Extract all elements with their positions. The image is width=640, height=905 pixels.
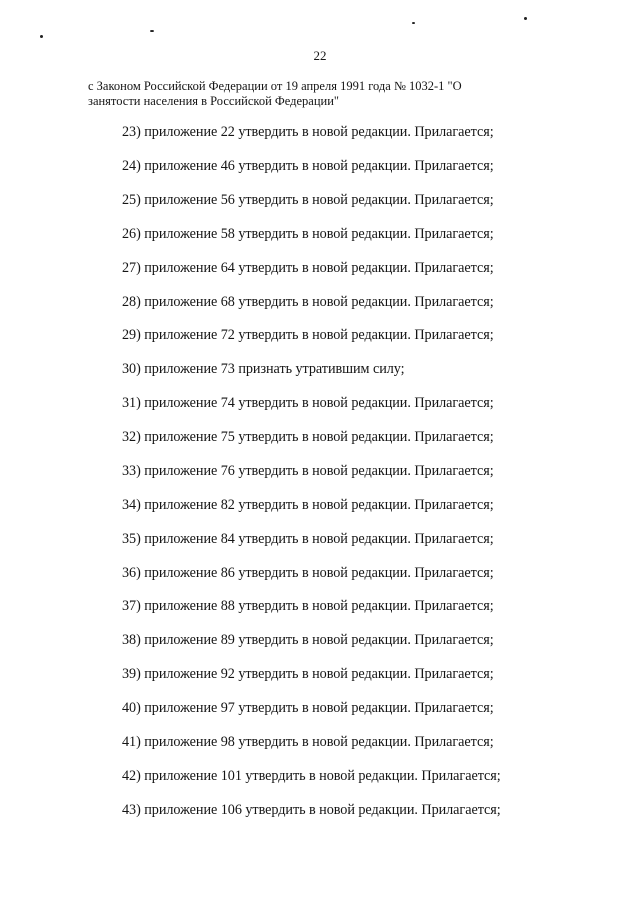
- list-item: 26) приложение 58 утвердить в новой редакции. Прилагается;: [122, 226, 494, 242]
- list-item: 25) приложение 56 утвердить в новой редакции. Прилагается;: [122, 192, 494, 208]
- list-item: 43) приложение 106 утвердить в новой редакции. Прилагается;: [122, 802, 501, 818]
- list-item: 35) приложение 84 утвердить в новой редакции. Прилагается;: [122, 531, 494, 547]
- list-item: 39) приложение 92 утвердить в новой редакции. Прилагается;: [122, 666, 494, 682]
- list-item: 40) приложение 97 утвердить в новой редакции. Прилагается;: [122, 700, 494, 716]
- scan-speck: [40, 35, 43, 38]
- list-item: 42) приложение 101 утвердить в новой редакции. Прилагается;: [122, 768, 501, 784]
- list-item: 37) приложение 88 утвердить в новой редакции. Прилагается;: [122, 598, 494, 614]
- list-item: 31) приложение 74 утвердить в новой редакции. Прилагается;: [122, 395, 494, 411]
- list-item: 24) приложение 46 утвердить в новой редакции. Прилагается;: [122, 158, 494, 174]
- scan-speck: [524, 17, 527, 20]
- page-number: 22: [313, 48, 327, 63]
- list-item: 32) приложение 75 утвердить в новой редакции. Прилагается;: [122, 429, 494, 445]
- list-item: 36) приложение 86 утвердить в новой редакции. Прилагается;: [122, 565, 494, 581]
- scan-speck: [150, 30, 154, 32]
- list-item: 23) приложение 22 утвердить в новой редакции. Прилагается;: [122, 124, 494, 140]
- list-item: 33) приложение 76 утвердить в новой редакции. Прилагается;: [122, 463, 494, 479]
- list-item: 28) приложение 68 утвердить в новой редакции. Прилагается;: [122, 294, 494, 310]
- list-item: 30) приложение 73 признать утратившим силу;: [122, 361, 405, 377]
- list-item: 29) приложение 72 утвердить в новой редакции. Прилагается;: [122, 327, 494, 343]
- document-header-text: с Законом Российской Федерации от 19 апреля 1991 года № 1032-1 "О занятости населения в Российской Федерации": [88, 79, 462, 108]
- list-item: 38) приложение 89 утвердить в новой редакции. Прилагается;: [122, 632, 494, 648]
- scan-speck: [412, 22, 415, 24]
- list-item: 41) приложение 98 утвердить в новой редакции. Прилагается;: [122, 734, 494, 750]
- list-item: 27) приложение 64 утвердить в новой редакции. Прилагается;: [122, 260, 494, 276]
- list-item: 34) приложение 82 утвердить в новой редакции. Прилагается;: [122, 497, 494, 513]
